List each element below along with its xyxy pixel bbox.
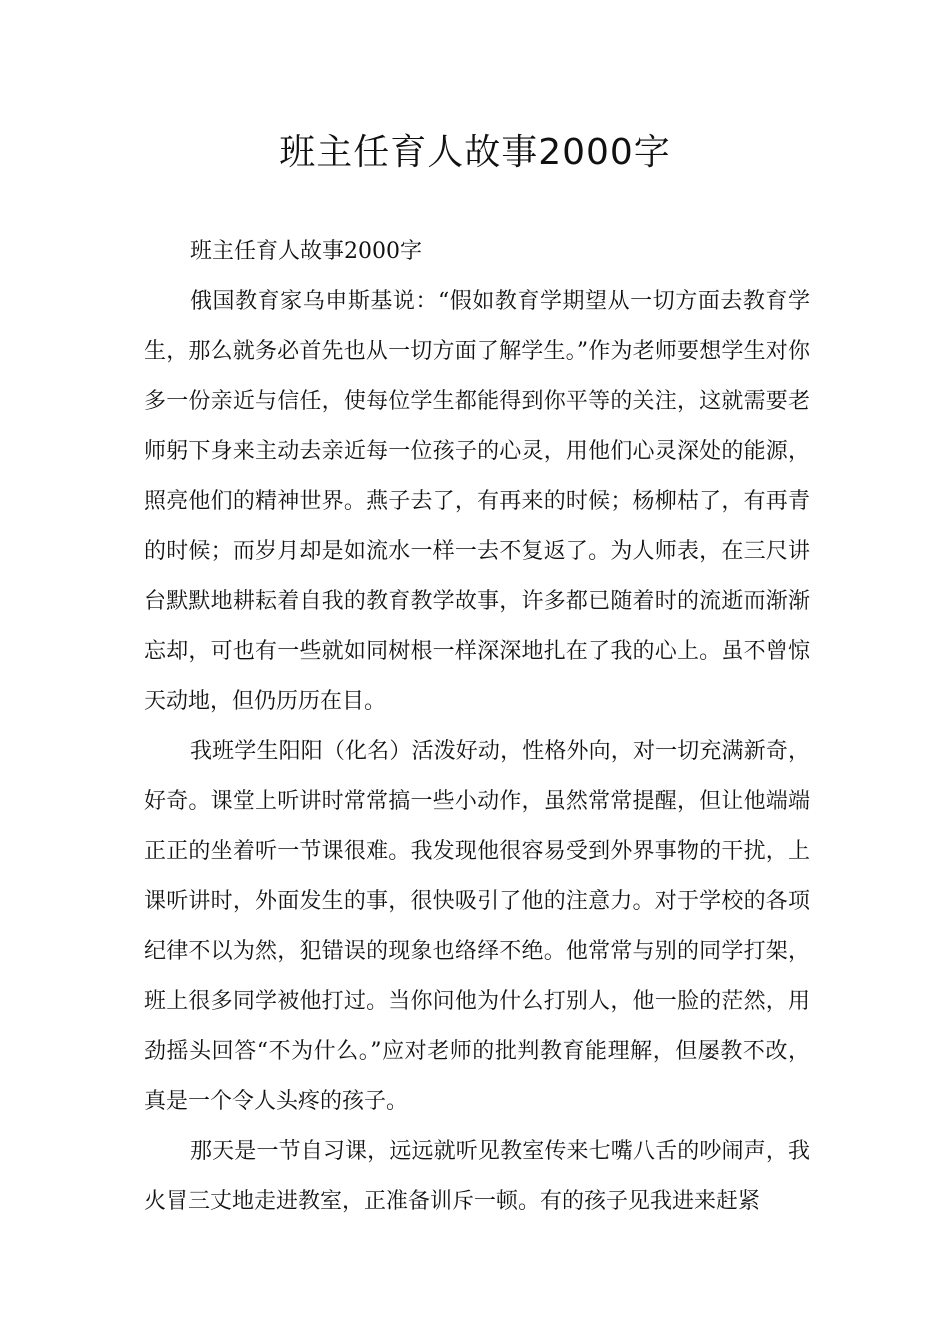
- paragraph: 那天是一节自习课，远远就听见教室传来七嘴八舌的吵闹声，我火冒三丈地走进教室，正准备训斥一顿。有的孩子见我进来赶紧: [144, 1139, 810, 1214]
- paragraph: 俄国教育家乌申斯基说：“假如教育学期望从一切方面去教育学生，那么就务必首先也从一切方面了解学生。”作为老师要想学生对你多一份亲近与信任，使每位学生都能得到你平等的关注，这就需要老师躬下身来主动去亲近每一位孩子的心灵，用他们心灵深处的能源，照亮他们的精神世界。燕子去了，有再来的时候；杨柳枯了，有再青的时候；而岁月却是如流水一样一去不复返了。为人师表，在三尺讲台默默地耕耘着自我的教育教学故事，许多都已随着时的流逝而渐渐忘却，可也有一些就如同树根一样深深地扎在了我的心上。虽不曾惊天动地，但仍历历在目。: [144, 289, 810, 714]
- paragraph: 班主任育人故事2000字: [190, 239, 422, 264]
- document-body: [144, 227, 810, 1227]
- paragraph: 我班学生阳阳（化名）活泼好动，性格外向，对一切充满新奇，好奇。课堂上听讲时常常搞一些小动作，虽然常常提醒，但让他端端正正的坐着听一节课很难。我发现他很容易受到外界事物的干扰，上课听讲时，外面发生的事，很快吸引了他的注意力。对于学校的各项纪律不以为然，犯错误的现象也络绎不绝。他常常与别的同学打架，班上很多同学被他打过。当你问他为什么打别人，他一脸的茫然，用劲摇头回答“不为什么。”应对老师的批判教育能理解，但屡教不改，真是一个令人头疼的孩子。: [144, 739, 810, 1114]
- document-title: 班主任育人故事2000字: [279, 132, 671, 173]
